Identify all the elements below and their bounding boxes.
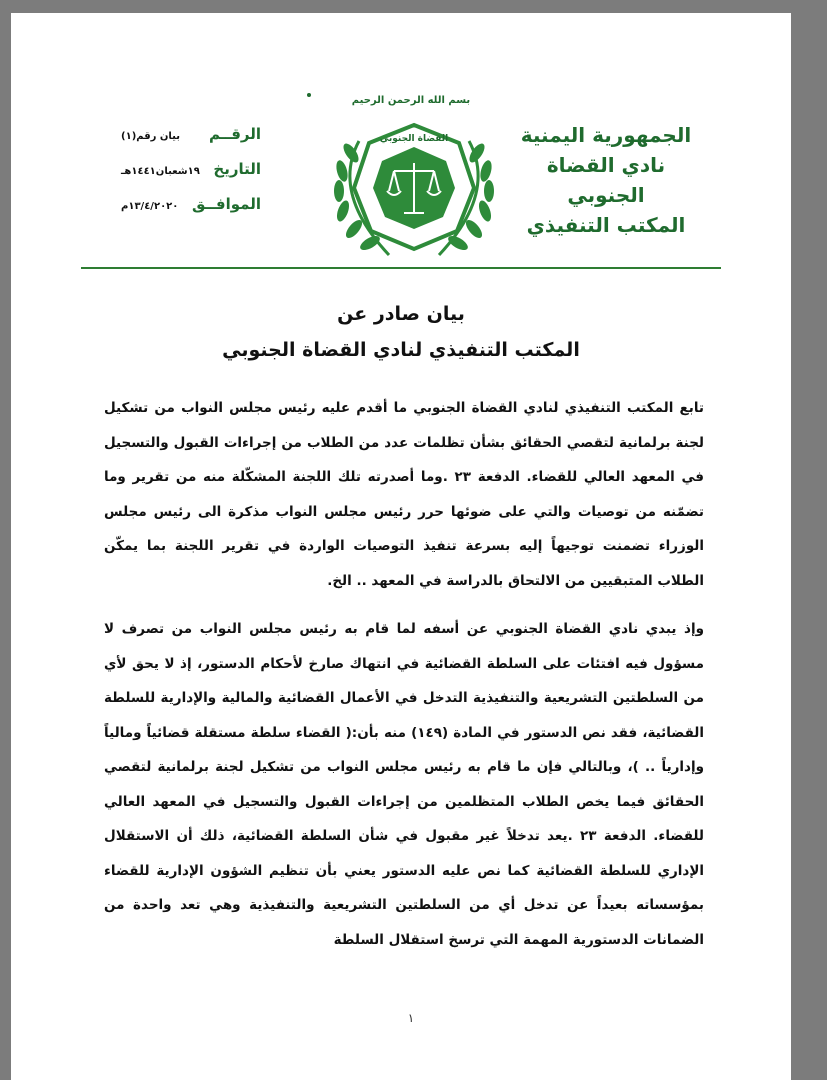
- paragraph: تابع المكتب التنفيذي لنادي القضاة الجنوبي ما أقدم عليه رئيس مجلس النواب من تشكيل لجنة برلمانية لتقصي الحقائق بشأن تظلمات عدد من الطلاب من إجراءات القبول والتسجيل في المعهد العالي للقضاء. الدفعة ٢٣ .وما أصدرته تلك اللجنة المشكّلة منه من تقرير وما تضمّنه من توصيات والتي على ضوئها حرر رئيس مجلس النواب مذكرة الى رئيس مجلس الوزراء تضمنت توجيهاً إليه بسرعة تنفيذ التوصيات الواردة في تقرير اللجنة بما يمكّن الطلاب المتبقيين من الالتحاق بالدراسة في المعهد .. الخ.: [104, 400, 704, 589]
- letterhead-meta: [121, 125, 261, 230]
- decorative-dot: [307, 93, 311, 97]
- meta-number-row: [121, 125, 261, 160]
- header-divider: [81, 267, 721, 269]
- emblem-text: القضاة الجنوبي: [379, 134, 449, 144]
- date-label: التاريخ: [213, 160, 261, 178]
- document-page: [11, 13, 791, 1080]
- statement-title: [161, 296, 641, 368]
- basmala: بسم الله الرحمن الرحيم: [351, 95, 471, 106]
- office-name: المكتب التنفيذي: [526, 213, 686, 237]
- statement-body: [104, 391, 704, 957]
- country-name: الجمهورية اليمنية: [520, 123, 692, 147]
- paragraph: وإذ يبدي نادي القضاة الجنوبي عن أسفه لما قام به رئيس مجلس النواب من تصرف لا مسؤول فيه افتئات على السلطة القضائية في انتهاك صارخ لأحكام الدستور، إذ لا يحق لأي من السلطتين التشريعية والتنفيذية التدخل في الأعمال القضائية والمالية والإدارية للسلطة القضائية، فقد نص الدستور في المادة (١٤٩) منه بأن:( القضاء سلطة مستقلة قضائياً ومالياً وإدارياً .. )، وبالتالي فإن ما قام به رئيس مجلس النواب من تشكيل لجنة برلمانية لتقصي الحقائق فيما يخص الطلاب المتظلمين من إجراءات القبول والتسجيل في المعهد العالي للقضاء. الدفعة ٢٣ .يعد تدخلاً غير مقبول في شأن السلطة القضائية، ذلك أن الاستقلال الإداري للسلطة القضائية كما نص عليه الدستور يعني بأن تنظيم الشؤون الإدارية للقضاء بمؤسساته بعيداً عن تدخل أي من السلطتين التشريعية والتنفيذية وهي تعد واحدة من الضمانات الدستورية المهمة التي ترسخ استقلال السلطة: [104, 621, 704, 948]
- number-value: بيان رقم(١): [121, 131, 181, 142]
- number-label: الرقــم: [209, 125, 261, 143]
- page-number: ١: [407, 1011, 415, 1025]
- letterhead-right: [506, 120, 706, 240]
- corresponding-label: الموافــق: [192, 195, 261, 213]
- club-emblem-logo: [329, 113, 499, 263]
- corresponding-value: ١٣/٤/٢٠٢٠م: [121, 201, 179, 212]
- date-value: ١٩شعبان١٤٤١هـ: [121, 166, 200, 177]
- meta-date-row: [121, 160, 261, 195]
- club-name: نادي القضاة الجنوبي: [546, 153, 666, 207]
- meta-corresponding-row: [121, 195, 261, 230]
- title-line-1: بيان صادر عن: [337, 303, 465, 325]
- title-line-2: المكتب التنفيذي لنادي القضاة الجنوبي: [222, 339, 580, 361]
